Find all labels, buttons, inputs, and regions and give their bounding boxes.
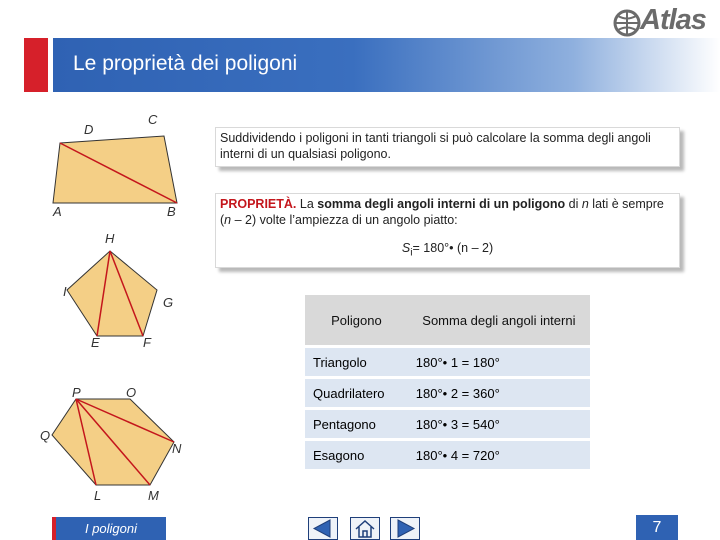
- label-h: H: [105, 231, 115, 246]
- table-cell-name: Quadrilatero: [305, 379, 408, 407]
- property-text-a: La: [296, 197, 318, 211]
- property-text-c: lati è sempre (: [220, 197, 664, 227]
- formula-rest: = 180°• (n – 2): [412, 241, 494, 255]
- page-number: 7: [636, 515, 678, 540]
- table-cell-sum: 180°• 1 = 180°: [408, 348, 590, 376]
- label-d: D: [84, 122, 94, 137]
- footer-section-label: I poligoni: [52, 517, 166, 540]
- intro-box: [215, 127, 680, 167]
- label-p: P: [72, 385, 81, 400]
- pentagon-figure: [55, 228, 195, 350]
- polygon-angle-table: [305, 292, 590, 472]
- label-o: O: [126, 385, 137, 400]
- label-f: F: [143, 335, 151, 350]
- atlas-logo: [612, 6, 704, 38]
- formula-sub: i: [410, 247, 413, 259]
- property-bold: somma degli angoli interni di un poligono: [317, 197, 566, 211]
- home-button[interactable]: [350, 517, 380, 540]
- label-e: E: [91, 335, 100, 350]
- table-header-somma: Somma degli angoli interni: [408, 295, 590, 345]
- header-red-accent: [24, 38, 48, 92]
- label-a: A: [53, 204, 62, 219]
- label-g: G: [163, 295, 174, 310]
- table-row: [305, 410, 590, 438]
- title-band: [53, 38, 720, 92]
- globe-icon: [612, 8, 642, 38]
- logo-text: Atlas: [640, 4, 706, 36]
- property-n2: n: [224, 213, 232, 227]
- label-q: Q: [40, 428, 51, 443]
- table-cell-name: Pentagono: [305, 410, 408, 438]
- table-row: [305, 379, 590, 407]
- label-m: M: [148, 488, 159, 503]
- property-text-b: di: [565, 197, 582, 211]
- table-cell-name: Esagono: [305, 441, 408, 469]
- formula-s: S: [401, 241, 411, 255]
- label-l: L: [94, 488, 102, 503]
- property-n1: n: [581, 197, 589, 211]
- intro-text: Suddividendo i poligoni in tanti triangoli si può calcolare la somma degli angoli interni di un qualsiasi poligono.: [220, 131, 651, 161]
- label-n: N: [172, 441, 182, 456]
- label-c: C: [148, 112, 158, 127]
- property-label: PROPRIETÀ.: [220, 197, 297, 211]
- table-header-poligono: Poligono: [305, 295, 408, 345]
- formula: [220, 240, 675, 262]
- table-cell-sum: 180°• 4 = 720°: [408, 441, 590, 469]
- table-row: [305, 441, 590, 469]
- property-text-d: – 2) volte l’ampiezza di un angolo piatto:: [231, 213, 458, 227]
- hexagon-figure: [38, 385, 198, 505]
- table-cell-sum: 180°• 3 = 540°: [408, 410, 590, 438]
- label-b: B: [167, 204, 176, 219]
- quadrilateral-figure: [50, 108, 190, 220]
- label-i: I: [63, 284, 67, 299]
- table-row: [305, 348, 590, 376]
- table-cell-sum: 180°• 2 = 360°: [408, 379, 590, 407]
- page-title: Le proprietà dei poligoni: [73, 52, 298, 75]
- property-box: [215, 193, 680, 268]
- table-cell-name: Triangolo: [305, 348, 408, 376]
- next-button[interactable]: [390, 517, 420, 540]
- previous-button[interactable]: [308, 517, 338, 540]
